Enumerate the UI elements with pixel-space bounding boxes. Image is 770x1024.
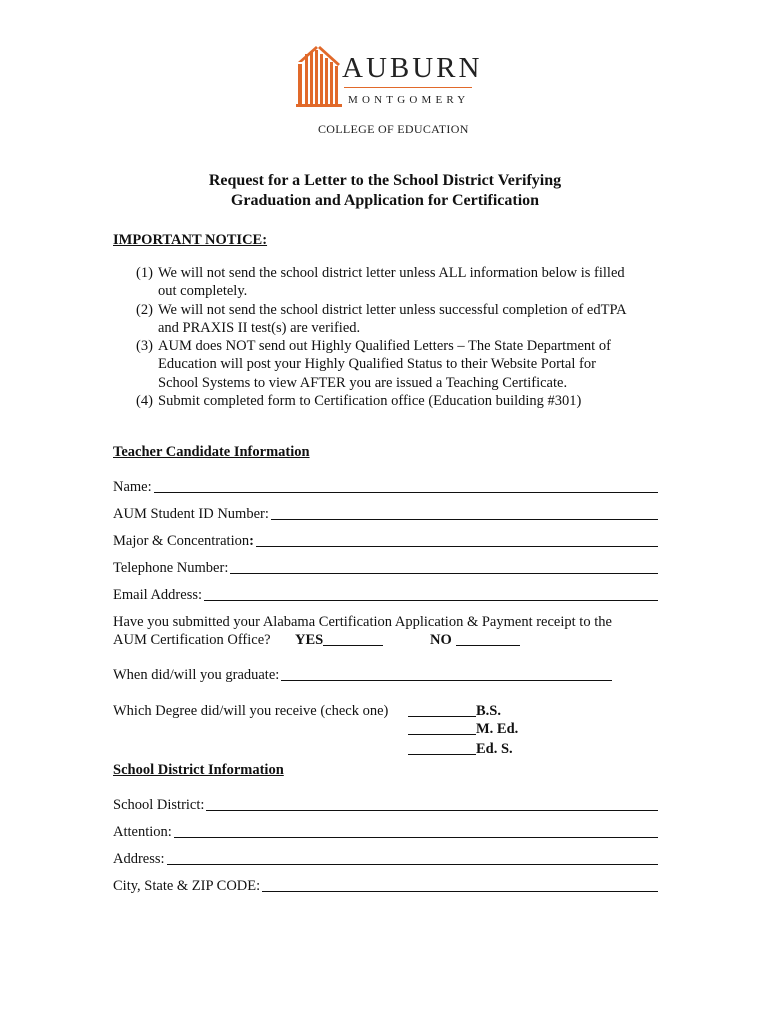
notice-text: We will not send the school district letter unless ALL information below is filled	[158, 265, 625, 281]
graduation-label: When did/will you graduate:	[113, 667, 280, 683]
college-name: COLLEGE OF EDUCATION	[318, 122, 469, 136]
address-field[interactable]	[113, 851, 658, 868]
logo-subtitle: MONTGOMERY	[348, 94, 470, 106]
notice-heading: IMPORTANT NOTICE:	[113, 232, 268, 248]
degree-option-bs[interactable]	[408, 703, 501, 720]
building-columns-icon	[296, 44, 342, 108]
graduation-field[interactable]	[113, 667, 612, 684]
candidate-section-heading: Teacher Candidate Information	[113, 444, 310, 460]
notice-number: (3)	[136, 338, 153, 355]
address-input-line[interactable]	[167, 863, 658, 865]
degree-bs-input-line[interactable]	[408, 716, 476, 717]
student-id-input-line[interactable]	[271, 518, 658, 520]
address-label: Address:	[113, 851, 165, 867]
name-field[interactable]	[113, 479, 658, 496]
name-label: Name:	[113, 479, 152, 495]
submitted-question-line2: AUM Certification Office?	[113, 632, 271, 648]
degree-label: Which Degree did/will you receive (check one)	[113, 703, 389, 719]
degree-eds-label: Ed. S.	[476, 741, 513, 757]
phone-input-line[interactable]	[230, 572, 658, 574]
school-district-field[interactable]	[113, 797, 658, 814]
notice-text: Submit completed form to Certification office (Education building #301)	[158, 393, 582, 410]
form-title-line2: Graduation and Application for Certification	[230, 192, 540, 209]
notice-text: out completely.	[158, 283, 248, 300]
no-option[interactable]	[430, 632, 520, 649]
logo-wordmark: AUBURN	[342, 52, 483, 84]
notice-text: and PRAXIS II test(s) are verified.	[158, 319, 361, 336]
notice-list	[136, 264, 676, 410]
school-district-label: School District:	[113, 797, 205, 813]
notice-text: AUM does NOT send out Highly Qualified Letters – The State Department of	[158, 338, 611, 355]
notice-number: (1)	[136, 265, 153, 281]
form-title-line1: Request for a Letter to the School District Verifying	[208, 172, 562, 189]
submitted-question-line1: Have you submitted your Alabama Certification Application & Payment receipt to the	[113, 614, 612, 630]
notice-text: Education will post your Highly Qualified Status to their Website Portal for	[158, 356, 596, 373]
logo	[296, 44, 483, 114]
yes-input-line[interactable]	[323, 645, 383, 646]
school-district-input-line[interactable]	[206, 809, 658, 811]
email-input-line[interactable]	[204, 599, 658, 601]
city-state-zip-input-line[interactable]	[262, 890, 658, 892]
notice-text: We will not send the school district letter unless successful completion of edTPA	[158, 301, 627, 318]
no-input-line[interactable]	[456, 645, 520, 646]
degree-eds-input-line[interactable]	[408, 754, 476, 755]
degree-option-med[interactable]	[408, 721, 518, 738]
degree-med-input-line[interactable]	[408, 734, 476, 735]
degree-med-label: M. Ed.	[476, 721, 519, 737]
notice-item	[136, 301, 676, 338]
logo-divider	[344, 87, 472, 88]
yes-label: YES	[295, 632, 324, 648]
major-input-line[interactable]	[256, 545, 658, 547]
student-id-label: AUM Student ID Number:	[113, 506, 269, 522]
yes-option[interactable]	[295, 632, 383, 649]
no-label: NO	[430, 632, 452, 648]
phone-label: Telephone Number:	[113, 560, 229, 576]
notice-item	[136, 337, 676, 392]
degree-option-eds[interactable]	[408, 741, 513, 758]
attention-input-line[interactable]	[174, 836, 658, 838]
attention-label: Attention:	[113, 824, 172, 840]
notice-item	[136, 264, 676, 301]
notice-number: (4)	[136, 393, 153, 410]
email-label: Email Address:	[113, 587, 203, 603]
notice-text: School Systems to view AFTER you are issued a Teaching Certificate.	[158, 374, 568, 391]
notice-item	[136, 392, 676, 410]
degree-bs-label: B.S.	[476, 703, 501, 719]
phone-field[interactable]	[113, 560, 658, 577]
attention-field[interactable]	[113, 824, 658, 841]
city-state-zip-field[interactable]	[113, 878, 658, 895]
student-id-field[interactable]	[113, 506, 658, 523]
name-input-line[interactable]	[154, 491, 658, 493]
city-state-zip-label: City, State & ZIP CODE:	[113, 878, 261, 894]
district-section-heading: School District Information	[113, 762, 284, 778]
major-label: Major & Concentration:	[113, 533, 254, 549]
major-field[interactable]	[113, 533, 658, 550]
notice-number: (2)	[136, 301, 153, 318]
email-field[interactable]	[113, 587, 658, 604]
graduation-input-line[interactable]	[281, 679, 612, 681]
